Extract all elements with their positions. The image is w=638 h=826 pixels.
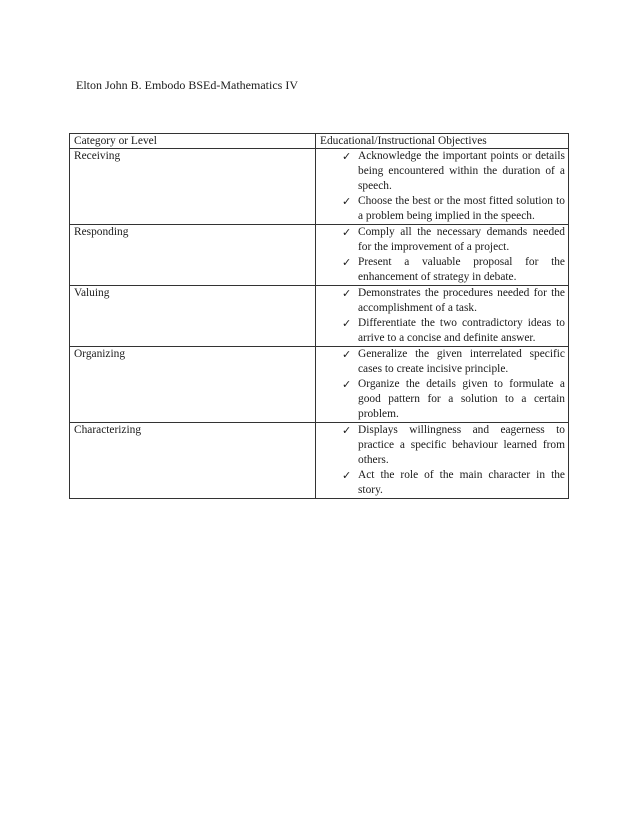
objective-text: Acknowledge the important points or details being encountered within the duration of a speech. — [358, 150, 565, 192]
table-row — [70, 225, 569, 286]
document-header: Elton John B. Embodo BSEd-Mathematics IV — [76, 78, 298, 92]
objectives-cell — [316, 347, 569, 423]
header-category: Category or Level — [70, 134, 316, 149]
check-icon: ✓ — [342, 287, 352, 300]
header-objectives: Educational/Instructional Objectives — [316, 134, 569, 149]
table-row — [70, 423, 569, 499]
objective-item — [342, 255, 565, 285]
objective-item — [342, 377, 565, 422]
check-icon: ✓ — [342, 195, 352, 208]
objectives-list — [320, 423, 565, 498]
objective-item — [342, 347, 565, 377]
objective-text: Comply all the necessary demands needed for the improvement of a project. — [358, 226, 565, 253]
table-row — [70, 286, 569, 347]
check-icon: ✓ — [342, 348, 352, 361]
category-cell: Organizing — [70, 347, 316, 423]
objectives-cell — [316, 225, 569, 286]
objective-item — [342, 316, 565, 346]
category-cell: Responding — [70, 225, 316, 286]
objective-item — [342, 149, 565, 194]
objective-item — [342, 194, 565, 224]
check-icon: ✓ — [342, 317, 352, 330]
objectives-cell — [316, 286, 569, 347]
objectives-cell — [316, 423, 569, 499]
objectives-list — [320, 347, 565, 422]
category-cell: Receiving — [70, 149, 316, 225]
objective-text: Differentiate the two contradictory ideas to arrive to a concise and definite answer. — [358, 317, 565, 344]
objectives-cell — [316, 149, 569, 225]
objective-text: Present a valuable proposal for the enhancement of strategy in debate. — [358, 256, 565, 283]
check-icon: ✓ — [342, 226, 352, 239]
category-cell: Valuing — [70, 286, 316, 347]
objectives-list — [320, 225, 565, 285]
objective-item — [342, 468, 565, 498]
objective-text: Generalize the given interrelated specific cases to create incisive principle. — [358, 348, 565, 375]
objectives-list — [320, 286, 565, 346]
objective-item — [342, 225, 565, 255]
objective-text: Displays willingness and eagerness to practice a specific behaviour learned from others. — [358, 424, 565, 466]
objective-item — [342, 423, 565, 468]
objectives-list — [320, 149, 565, 224]
objectives-table — [69, 133, 569, 499]
table-row — [70, 149, 569, 225]
check-icon: ✓ — [342, 378, 352, 391]
check-icon: ✓ — [342, 150, 352, 163]
objective-text: Organize the details given to formulate a good pattern for a solution to a certain problem. — [358, 378, 565, 420]
objective-text: Act the role of the main character in the story. — [358, 469, 565, 496]
objective-text: Choose the best or the most fitted solution to a problem being implied in the speech. — [358, 195, 565, 222]
table-row — [70, 347, 569, 423]
check-icon: ✓ — [342, 256, 352, 269]
objective-text: Demonstrates the procedures needed for the accomplishment of a task. — [358, 287, 565, 314]
objective-item — [342, 286, 565, 316]
table-header-row — [70, 134, 569, 149]
check-icon: ✓ — [342, 424, 352, 437]
check-icon: ✓ — [342, 469, 352, 482]
category-cell: Characterizing — [70, 423, 316, 499]
